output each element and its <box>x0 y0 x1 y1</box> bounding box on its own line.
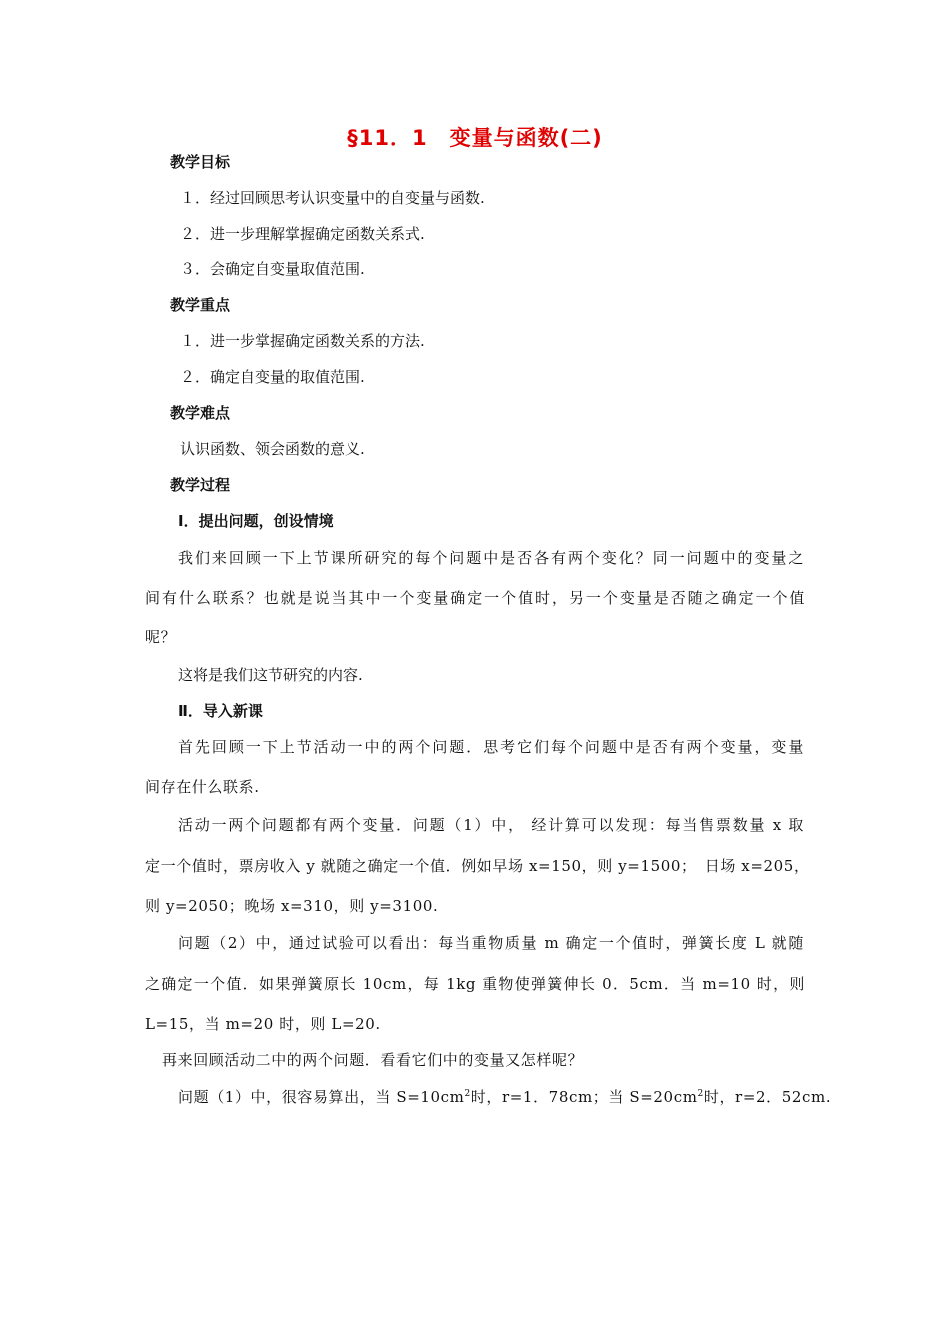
key-point-item-2: ２．确定自变量的取值范围. <box>180 368 365 386</box>
section-1-paragraph-1-line-2: 间有什么联系？也就是说当其中一个变量确定一个值时，另一个变量是否随之确定一个值 <box>145 589 805 607</box>
objective-item-3: ３．会确定自变量取值范围. <box>180 260 365 278</box>
section-2-paragraph-5 <box>178 1087 831 1107</box>
section-2-paragraph-3-line-3: L=15，当 m=20 时，则 L=20. <box>145 1015 381 1033</box>
section-1-heading: Ⅰ．提出问题，创设情境 <box>178 512 334 530</box>
section-1-paragraph-1-line-1: 我们来回顾一下上节课所研究的每个问题中是否各有两个变化？同一问题中的变量之 <box>178 549 804 567</box>
process-heading: 教学过程 <box>170 476 231 494</box>
key-point-item-1: １．进一步掌握确定函数关系的方法. <box>180 332 425 350</box>
section-2-paragraph-1-line-2: 间存在什么联系. <box>145 778 260 796</box>
section-2-paragraph-2-line-2: 定一个值时，票房收入 y 就随之确定一个值．例如早场 x=150，则 y=1500； 日场 x=205， <box>145 857 810 875</box>
superscript-squared-2: 2 <box>697 1089 704 1099</box>
section-1-paragraph-2: 这将是我们这节研究的内容. <box>178 666 363 684</box>
key-points-heading: 教学重点 <box>170 296 231 314</box>
superscript-squared-1: 2 <box>464 1089 471 1099</box>
section-2-paragraph-3-line-2: 之确定一个值．如果弹簧原长 10cm，每 1kg 重物使弹簧伸长 0．5cm．当 m=10 时，则 <box>145 975 805 993</box>
section-2-paragraph-3-line-1: 问题（2）中，通过试验可以看出：每当重物质量 m 确定一个值时，弹簧长度 L 就随 <box>178 934 804 952</box>
section-2-paragraph-4: 再来回顾活动二中的两个问题．看看它们中的变量又怎样呢？ <box>162 1051 584 1069</box>
difficulties-heading: 教学难点 <box>170 404 231 422</box>
difficulties-text: 认识函数、领会函数的意义. <box>180 440 365 458</box>
section-1-paragraph-1-line-3: 呢？ <box>145 628 177 646</box>
paragraph-5-part-2: 时，r=1．78cm；当 S=20cm <box>470 1088 698 1106</box>
objectives-heading: 教学目标 <box>170 153 231 171</box>
paragraph-5-part-3: 时，r=2．52cm. <box>703 1088 832 1106</box>
paragraph-5-part-1: 问题（1）中，很容易算出，当 S=10cm <box>178 1088 465 1106</box>
objective-item-2: ２．进一步理解掌握确定函数关系式. <box>180 225 425 243</box>
section-2-paragraph-1-line-1: 首先回顾一下上节活动一中的两个问题．思考它们每个问题中是否有两个变量，变量 <box>178 738 804 756</box>
document-title: §11．1 变量与函数(二) <box>347 126 603 150</box>
section-2-paragraph-2-line-3: 则 y=2050；晚场 x=310，则 y=3100. <box>145 897 439 915</box>
objective-item-1: １．经过回顾思考认识变量中的自变量与函数. <box>180 189 485 207</box>
section-2-heading: Ⅱ．导入新课 <box>178 702 263 720</box>
section-2-paragraph-2-line-1: 活动一两个问题都有两个变量．问题（1）中， 经计算可以发现：每当售票数量 x 取 <box>178 816 804 834</box>
